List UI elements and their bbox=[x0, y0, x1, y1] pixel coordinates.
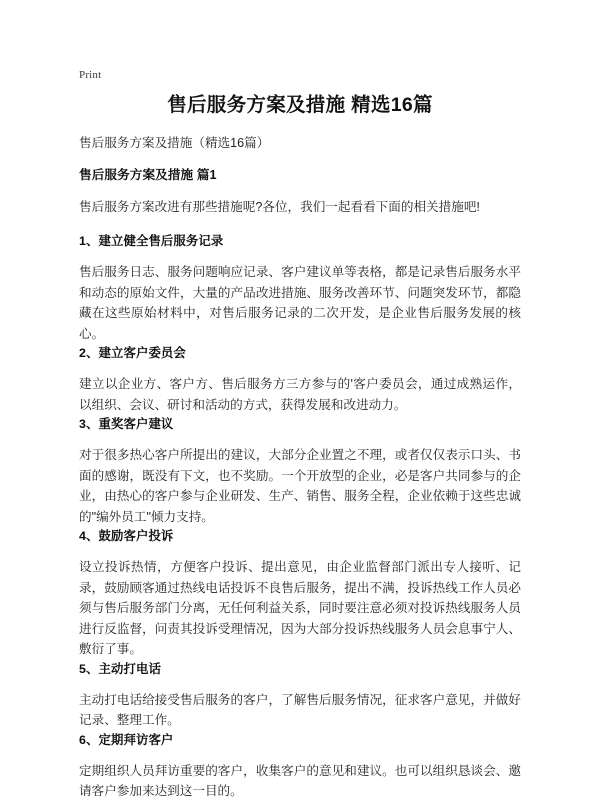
item-body: 建立以企业方、客户方、售后服务方三方参与的'客户委员会，通过成熟运作，以组织、会议、研讨和活动的方式，获得发展和改进动力。 bbox=[79, 377, 521, 412]
document-body bbox=[79, 92, 521, 802]
intro-paragraph: 售后服务方案改进有那些措施呢?各位，我们一起看看下面的相关措施吧! bbox=[79, 200, 480, 214]
list-item bbox=[79, 527, 521, 660]
page-title: 售后服务方案及措施 精选16篇 bbox=[167, 94, 433, 116]
item-heading: 5、主动打电话 bbox=[79, 661, 161, 676]
print-label: Print bbox=[79, 69, 102, 81]
item-body: 主动打电话给接受售后服务的客户，了解售后服务情况，征求客户意见，并做好记录、整理工作。 bbox=[79, 692, 521, 727]
item-body: 设立投诉热情，方便客户投诉、提出意见，由企业监督部门派出专人接听、记录，鼓励顾客通过热线电话投诉不良售后服务，提出不满，投诉热线工作人员必须与售后服务部门分离，无任何利益关系，同时要注意必须对投诉热线服务人员进行反监督，问责其投诉受理情况，因为大部分投诉热线服务人员会息事宁人、敷衍了事。 bbox=[79, 560, 521, 656]
document-subtitle: 售后服务方案及措施（精选16篇） bbox=[79, 136, 270, 150]
item-heading: 4、鼓励客户投诉 bbox=[79, 529, 174, 543]
list-item bbox=[79, 344, 521, 415]
list-item bbox=[79, 660, 521, 731]
item-heading: 3、重奖客户建议 bbox=[79, 417, 174, 431]
item-body: 售后服务日志、服务问题响应记录、客户建议单等表格，都是记录售后服务水平和动态的原始文件，大量的产品改进措施、服务改善环节、问题突发环节，都隐藏在这些原始材料中，对售后服务记录的二次开发，是企业售后服务发展的核心。 bbox=[79, 265, 521, 341]
list-item bbox=[79, 731, 521, 802]
item-heading: 1、建立健全售后服务记录 bbox=[79, 234, 224, 248]
item-heading: 2、建立客户委员会 bbox=[79, 346, 186, 360]
item-heading: 6、定期拜访客户 bbox=[79, 732, 174, 747]
item-body: 定期组织人员拜访重要的客户，收集客户的意见和建议。也可以组织恳谈会、邀请客户参加来达到这一目的。 bbox=[79, 763, 521, 798]
list-item bbox=[79, 232, 521, 344]
list-item bbox=[79, 415, 521, 527]
section-label: 售后服务方案及措施 篇1 bbox=[79, 168, 217, 182]
item-body: 对于很多热心客户所提出的建议，大部分企业置之不理，或者仅仅表示口头、书面的感谢，既没有下文，也不奖励。一个开放型的企业，必是客户共同参与的企业，由热心的客户参与企业研发、生产、销售、服务全程，企业依赖于这些忠诚的"编外员工"倾力支持。 bbox=[79, 448, 521, 524]
